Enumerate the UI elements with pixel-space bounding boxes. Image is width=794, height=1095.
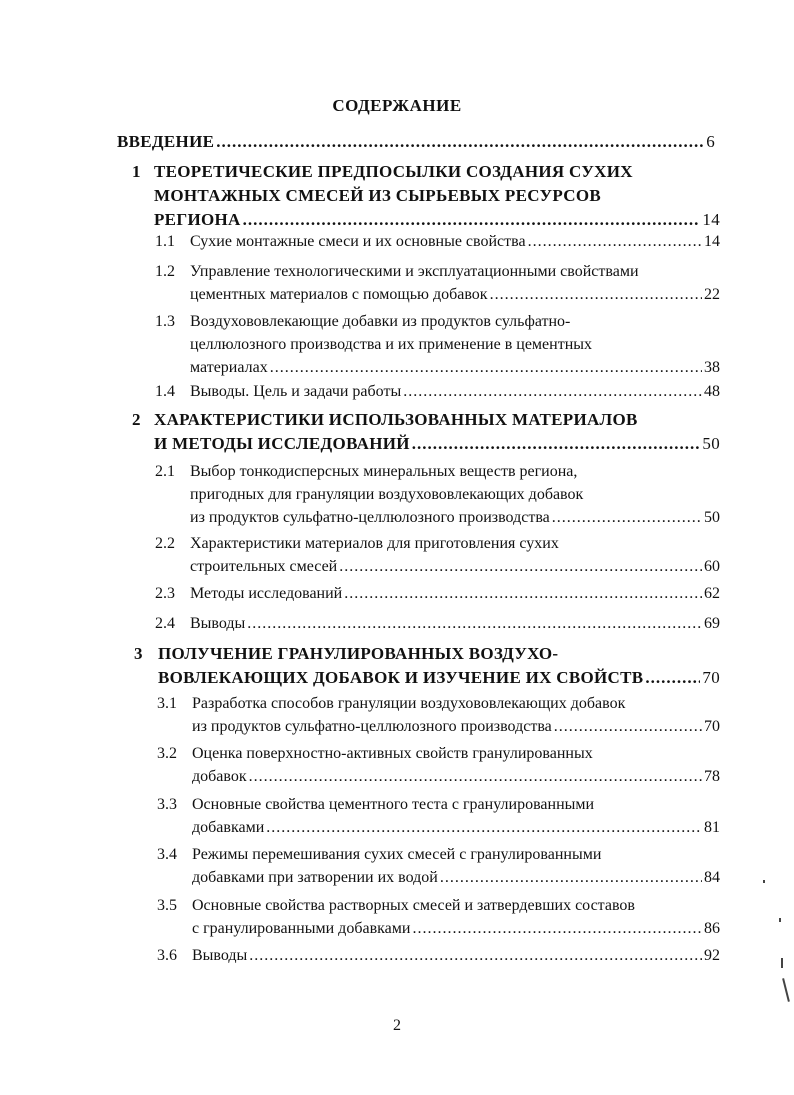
dot-leader <box>266 816 702 839</box>
entry-title-line: МОНТАЖНЫХ СМЕСЕЙ ИЗ СЫРЬЕВЫХ РЕСУРСОВ <box>154 186 601 205</box>
entry-label: РЕГИОНА <box>154 210 241 229</box>
entry-number: 2 <box>132 410 141 429</box>
entry-number: 2.2 <box>155 535 175 552</box>
entry-label: И МЕТОДЫ ИССЛЕДОВАНИЙ <box>154 434 410 453</box>
entry-label: Выводы <box>192 947 248 964</box>
toc-entry-1-1[interactable] <box>155 230 720 253</box>
scan-speck <box>763 880 765 883</box>
dot-leader <box>403 380 702 403</box>
entry-title-line: ХАРАКТЕРИСТИКИ ИСПОЛЬЗОВАННЫХ МАТЕРИАЛОВ <box>154 410 638 429</box>
entry-label: ВВЕДЕНИЕ <box>117 132 215 151</box>
toc-entry-3-1[interactable] <box>157 692 720 738</box>
entry-title-line: целлюлозного производства и их применение в цементных <box>190 336 593 353</box>
entry-page: 22 <box>704 286 720 303</box>
entry-title-line: Оценка поверхностно-активных свойств гранулированных <box>192 745 593 762</box>
dot-leader <box>339 555 702 578</box>
entry-number: 3.4 <box>157 846 177 863</box>
entry-page: 50 <box>704 509 720 526</box>
entry-page: 81 <box>704 819 720 836</box>
dot-leader <box>243 208 701 232</box>
entry-page: 70 <box>702 668 720 687</box>
dot-leader <box>270 356 702 379</box>
toc-entry-chapter-2[interactable] <box>132 408 720 456</box>
entry-label: добавками при затворении их водой <box>192 869 438 886</box>
toc-entry-2-3[interactable] <box>155 582 720 605</box>
scan-streak <box>782 978 790 1002</box>
entry-page: 14 <box>702 210 720 229</box>
dot-leader <box>528 230 702 253</box>
entry-title-line: ТЕОРЕТИЧЕСКИЕ ПРЕДПОСЫЛКИ СОЗДАНИЯ СУХИХ <box>154 162 633 181</box>
toc-entry-1-3[interactable] <box>155 310 720 379</box>
entry-label: Выводы. Цель и задачи работы <box>190 383 402 400</box>
entry-number: 3.6 <box>157 947 177 964</box>
scan-speck <box>779 918 781 922</box>
toc-entry-chapter-3[interactable] <box>134 642 720 690</box>
page-number: 2 <box>393 1017 401 1034</box>
entry-label: Методы исследований <box>190 585 343 602</box>
entry-label: добавками <box>192 819 265 836</box>
dot-leader <box>216 130 704 154</box>
entry-page: 86 <box>704 920 720 937</box>
entry-number: 1.1 <box>155 233 175 250</box>
entry-page: 38 <box>704 359 720 376</box>
entry-title-line: Управление технологическими и эксплуатационными свойствами <box>190 263 639 280</box>
dot-leader <box>247 612 702 635</box>
toc-entry-introduction[interactable] <box>117 130 715 154</box>
entry-title-line: Режимы перемешивания сухих смесей с гранулированными <box>192 846 602 863</box>
entry-label: из продуктов сульфатно-целлюлозного производства <box>192 718 552 735</box>
toc-entry-3-5[interactable] <box>157 894 720 940</box>
entry-page: 92 <box>704 947 720 964</box>
dot-leader <box>554 715 702 738</box>
scan-speck <box>781 958 783 968</box>
entry-page: 62 <box>704 585 720 602</box>
entry-label: строительных смесей <box>190 558 338 575</box>
dot-leader <box>249 765 702 788</box>
entry-label: цементных материалов с помощью добавок <box>190 286 488 303</box>
entry-number: 2.4 <box>155 615 175 632</box>
entry-number: 1 <box>132 162 141 181</box>
entry-page: 48 <box>704 383 720 400</box>
entry-title-line: Основные свойства растворных смесей и затвердевших составов <box>192 897 635 914</box>
entry-title-line: Разработка способов грануляции воздухововлекающих добавок <box>192 695 626 712</box>
toc-entry-2-2[interactable] <box>155 532 720 578</box>
entry-page: 60 <box>704 558 720 575</box>
dot-leader <box>412 432 701 456</box>
entry-number: 2.3 <box>155 585 175 602</box>
dot-leader <box>440 866 702 889</box>
entry-number: 3.5 <box>157 897 177 914</box>
entry-number: 3.3 <box>157 796 177 813</box>
toc-entry-3-4[interactable] <box>157 843 720 889</box>
toc-entry-2-4[interactable] <box>155 612 720 635</box>
entry-page: 14 <box>704 233 720 250</box>
entry-label: Выводы <box>190 615 246 632</box>
entry-number: 3 <box>134 644 143 663</box>
dot-leader <box>490 283 702 306</box>
entry-label: добавок <box>192 768 247 785</box>
dot-leader <box>412 917 702 940</box>
entry-number: 1.3 <box>155 313 175 330</box>
entry-title-line: Основные свойства цементного теста с гранулированными <box>192 796 595 813</box>
toc-entry-3-6[interactable] <box>157 944 720 967</box>
entry-title-line: Характеристики материалов для приготовления сухих <box>190 535 559 552</box>
entry-page: 50 <box>702 434 720 453</box>
dot-leader <box>249 944 702 967</box>
entry-number: 1.2 <box>155 263 175 280</box>
entry-number: 1.4 <box>155 383 175 400</box>
entry-label: ВОВЛЕКАЮЩИХ ДОБАВОК И ИЗУЧЕНИЕ ИХ СВОЙСТВ <box>158 668 644 687</box>
toc-title: СОДЕРЖАНИЕ <box>332 96 462 115</box>
toc-entry-chapter-1[interactable] <box>132 160 720 232</box>
dot-leader <box>552 506 702 529</box>
entry-number: 2.1 <box>155 463 175 480</box>
entry-label: из продуктов сульфатно-целлюлозного производства <box>190 509 550 526</box>
entry-title-line: Выбор тонкодисперсных минеральных веществ региона, <box>190 463 578 480</box>
entry-number: 3.1 <box>157 695 177 712</box>
dot-leader <box>344 582 702 605</box>
entry-title-line: пригодных для грануляции воздухововлекающих добавок <box>190 486 584 503</box>
entry-page: 70 <box>704 718 720 735</box>
entry-title-line: ПОЛУЧЕНИЕ ГРАНУЛИРОВАННЫХ ВОЗДУХО- <box>158 644 559 663</box>
entry-title-line: Воздухововлекающие добавки из продуктов сульфатно- <box>190 313 571 330</box>
entry-label: с гранулированными добавками <box>192 920 411 937</box>
entry-number: 3.2 <box>157 745 177 762</box>
entry-page: 78 <box>704 768 720 785</box>
toc-entry-3-2[interactable] <box>157 742 720 788</box>
toc-entry-3-3[interactable] <box>157 793 720 839</box>
toc-entry-1-2[interactable] <box>155 260 720 306</box>
entry-label: Сухие монтажные смеси и их основные свойства <box>190 233 526 250</box>
entry-page: 84 <box>704 869 720 886</box>
toc-entry-2-1[interactable] <box>155 460 720 529</box>
entry-label: материалах <box>190 359 268 376</box>
dot-leader <box>645 666 700 690</box>
entry-page: 6 <box>706 132 715 151</box>
entry-page: 69 <box>704 615 720 632</box>
toc-entry-1-4[interactable] <box>155 380 720 403</box>
